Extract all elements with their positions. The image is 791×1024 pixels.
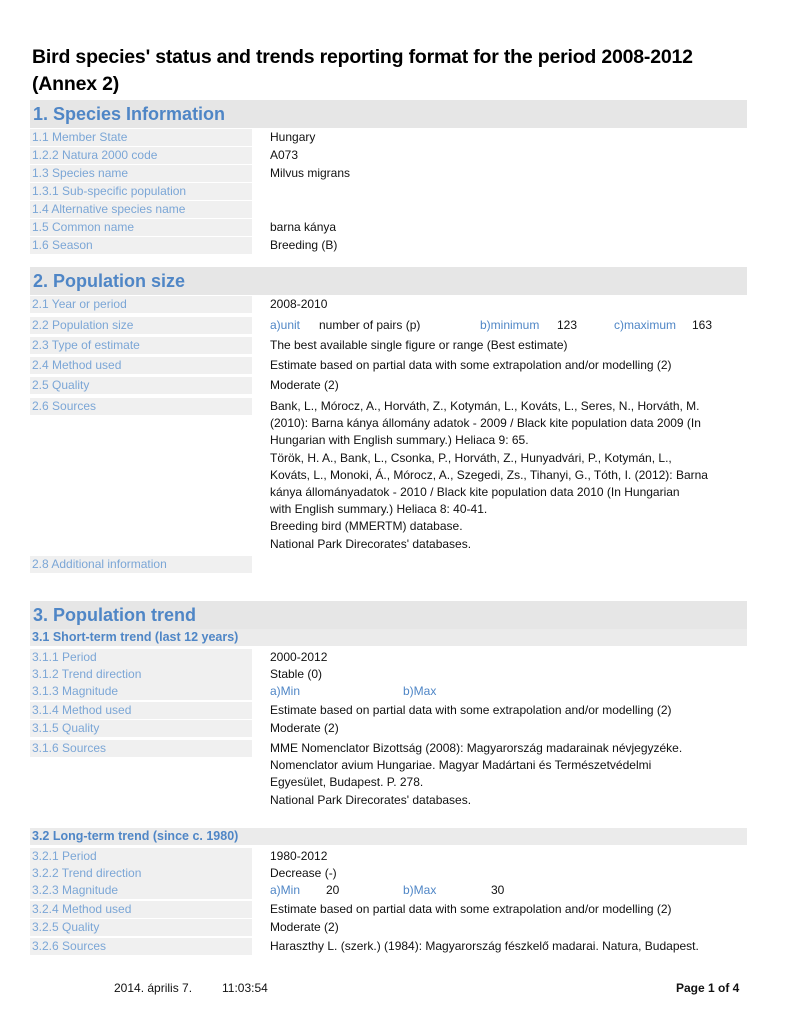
source-line: Hungarian with English summary.) Heliaca 9: 65. [270, 433, 529, 448]
label-short-method-used: 3.1.4 Method used [30, 702, 252, 719]
long-min-label: a)Min [270, 883, 301, 897]
footer-date: 2014. április 7. [114, 981, 193, 995]
section-heading-population-trend: 3. Population trend [30, 601, 747, 629]
title-line-2: (Annex 2) [32, 73, 120, 95]
label-species-name: 1.3 Species name [30, 165, 252, 182]
footer-time: 11:03:54 [222, 981, 268, 995]
label-long-quality: 3.2.5 Quality [30, 919, 252, 936]
page-number: Page 1 of 4 [676, 981, 740, 995]
value-long-method-used: Estimate based on partial data with some extrapolation and/or modelling (2) [270, 902, 672, 916]
minimum-value: 123 [557, 318, 578, 332]
value-type-of-estimate: The best available single figure or range (Best estimate) [270, 338, 568, 352]
value-year-or-period: 2008-2010 [270, 297, 328, 311]
value-long-quality: Moderate (2) [270, 920, 339, 934]
value-short-method-used: Estimate based on partial data with some extrapolation and/or modelling (2) [270, 703, 672, 717]
value-short-period: 2000-2012 [270, 650, 328, 664]
label-quality: 2.5 Quality [30, 377, 252, 394]
label-natura-code: 1.2.2 Natura 2000 code [30, 147, 252, 164]
source-line: MME Nomenclator Bizottság (2008): Magyarország madarainak névjegyzéke. [270, 741, 683, 755]
label-long-sources: 3.2.6 Sources [30, 938, 252, 955]
short-min-label: a)Min [270, 684, 301, 698]
label-long-trend-direction: 3.2.2 Trend direction [30, 865, 252, 882]
source-line: National Park Direcorates' databases. [270, 536, 472, 551]
long-max-label: b)Max [403, 883, 437, 897]
label-additional-information: 2.8 Additional information [30, 556, 252, 573]
short-sources-list [270, 740, 740, 809]
label-season: 1.6 Season [30, 237, 252, 254]
maximum-label: c)maximum [614, 318, 676, 332]
label-method-used: 2.4 Method used [30, 357, 252, 374]
value-season: Breeding (B) [270, 238, 338, 252]
value-species-name: Milvus migrans [270, 166, 351, 180]
label-long-magnitude: 3.2.3 Magnitude [30, 882, 252, 899]
section-heading-species-information: 1. Species Information [30, 100, 747, 128]
minimum-label: b)minimum [480, 318, 540, 332]
long-max-value: 30 [491, 883, 505, 897]
value-short-quality: Moderate (2) [270, 721, 339, 735]
unit-label: a)unit [270, 318, 301, 332]
value-long-sources: Haraszthy L. (szerk.) (1984): Magyarország fészkelő madarai. Natura, Budapest. [270, 939, 699, 953]
label-year-or-period: 2.1 Year or period [30, 296, 252, 313]
label-sources: 2.6 Sources [30, 398, 252, 415]
long-min-value: 20 [326, 883, 340, 897]
value-short-trend-direction: Stable (0) [270, 667, 323, 681]
subsection-long-term-trend: 3.2 Long-term trend (since c. 1980) [30, 828, 747, 845]
source-line: Breeding bird (MMERTM) database. [270, 519, 463, 534]
label-member-state: 1.1 Member State [30, 129, 252, 146]
label-short-period: 3.1.1 Period [30, 649, 252, 666]
source-line: National Park Direcorates' databases. [270, 792, 472, 807]
source-line: Bank, L., Mórocz, A., Horváth, Z., Kotymán, L., Kováts, L., Seres, N., Horváth, M. [270, 399, 700, 413]
source-line: Egyesület, Budapest. P. 278. [270, 775, 424, 790]
label-long-method-used: 3.2.4 Method used [30, 901, 252, 918]
population-sources-list [270, 398, 740, 553]
value-natura-code: A073 [270, 148, 299, 162]
label-long-period: 3.2.1 Period [30, 848, 252, 865]
label-type-of-estimate: 2.3 Type of estimate [30, 337, 252, 354]
value-member-state: Hungary [270, 130, 316, 144]
value-long-period: 1980-2012 [270, 849, 328, 863]
unit-value: number of pairs (p) [319, 318, 421, 332]
label-short-trend-direction: 3.1.2 Trend direction [30, 666, 252, 683]
source-line: Kováts, L., Monoki, Á., Mórocz, A., Szegedi, Zs., Tihanyi, G., Tóth, I. (2012): Barna [270, 467, 708, 482]
value-method-used: Estimate based on partial data with some extrapolation and/or modelling (2) [270, 358, 672, 372]
value-long-trend-direction: Decrease (-) [270, 866, 337, 880]
label-population-size: 2.2 Population size [30, 317, 252, 334]
source-line: kánya állományadatok - 2010 / Black kite population data 2010 (In Hungarian [270, 485, 680, 500]
label-common-name: 1.5 Common name [30, 219, 252, 236]
section-heading-population-size: 2. Population size [30, 267, 747, 295]
source-line: Nomenclator avium Hungariae. Magyar Madártani és Természetvédelmi [270, 758, 652, 773]
label-short-sources: 3.1.6 Sources [30, 740, 252, 757]
short-max-label: b)Max [403, 684, 437, 698]
value-common-name: barna kánya [270, 220, 337, 234]
title-line-1: Bird species' status and trends reporting format for the period 2008-2012 [32, 46, 693, 68]
value-quality: Moderate (2) [270, 378, 339, 392]
source-line: Török, H. A., Bank, L., Csonka, P., Horváth, Z., Hunyadvári, P., Kotymán, L., [270, 450, 672, 465]
source-line: (2010): Barna kánya állomány adatok - 2009 / Black kite population data 2009 (In [270, 416, 701, 431]
subsection-short-term-trend: 3.1 Short-term trend (last 12 years) [30, 629, 747, 646]
label-short-magnitude: 3.1.3 Magnitude [30, 683, 252, 700]
maximum-value: 163 [692, 318, 713, 332]
document-title [32, 44, 762, 98]
label-alternative-species-name: 1.4 Alternative species name [30, 201, 252, 218]
source-line: with English summary.) Heliaca 8: 40-41. [270, 502, 488, 517]
label-sub-specific-population: 1.3.1 Sub-specific population [30, 183, 252, 200]
label-short-quality: 3.1.5 Quality [30, 720, 252, 737]
